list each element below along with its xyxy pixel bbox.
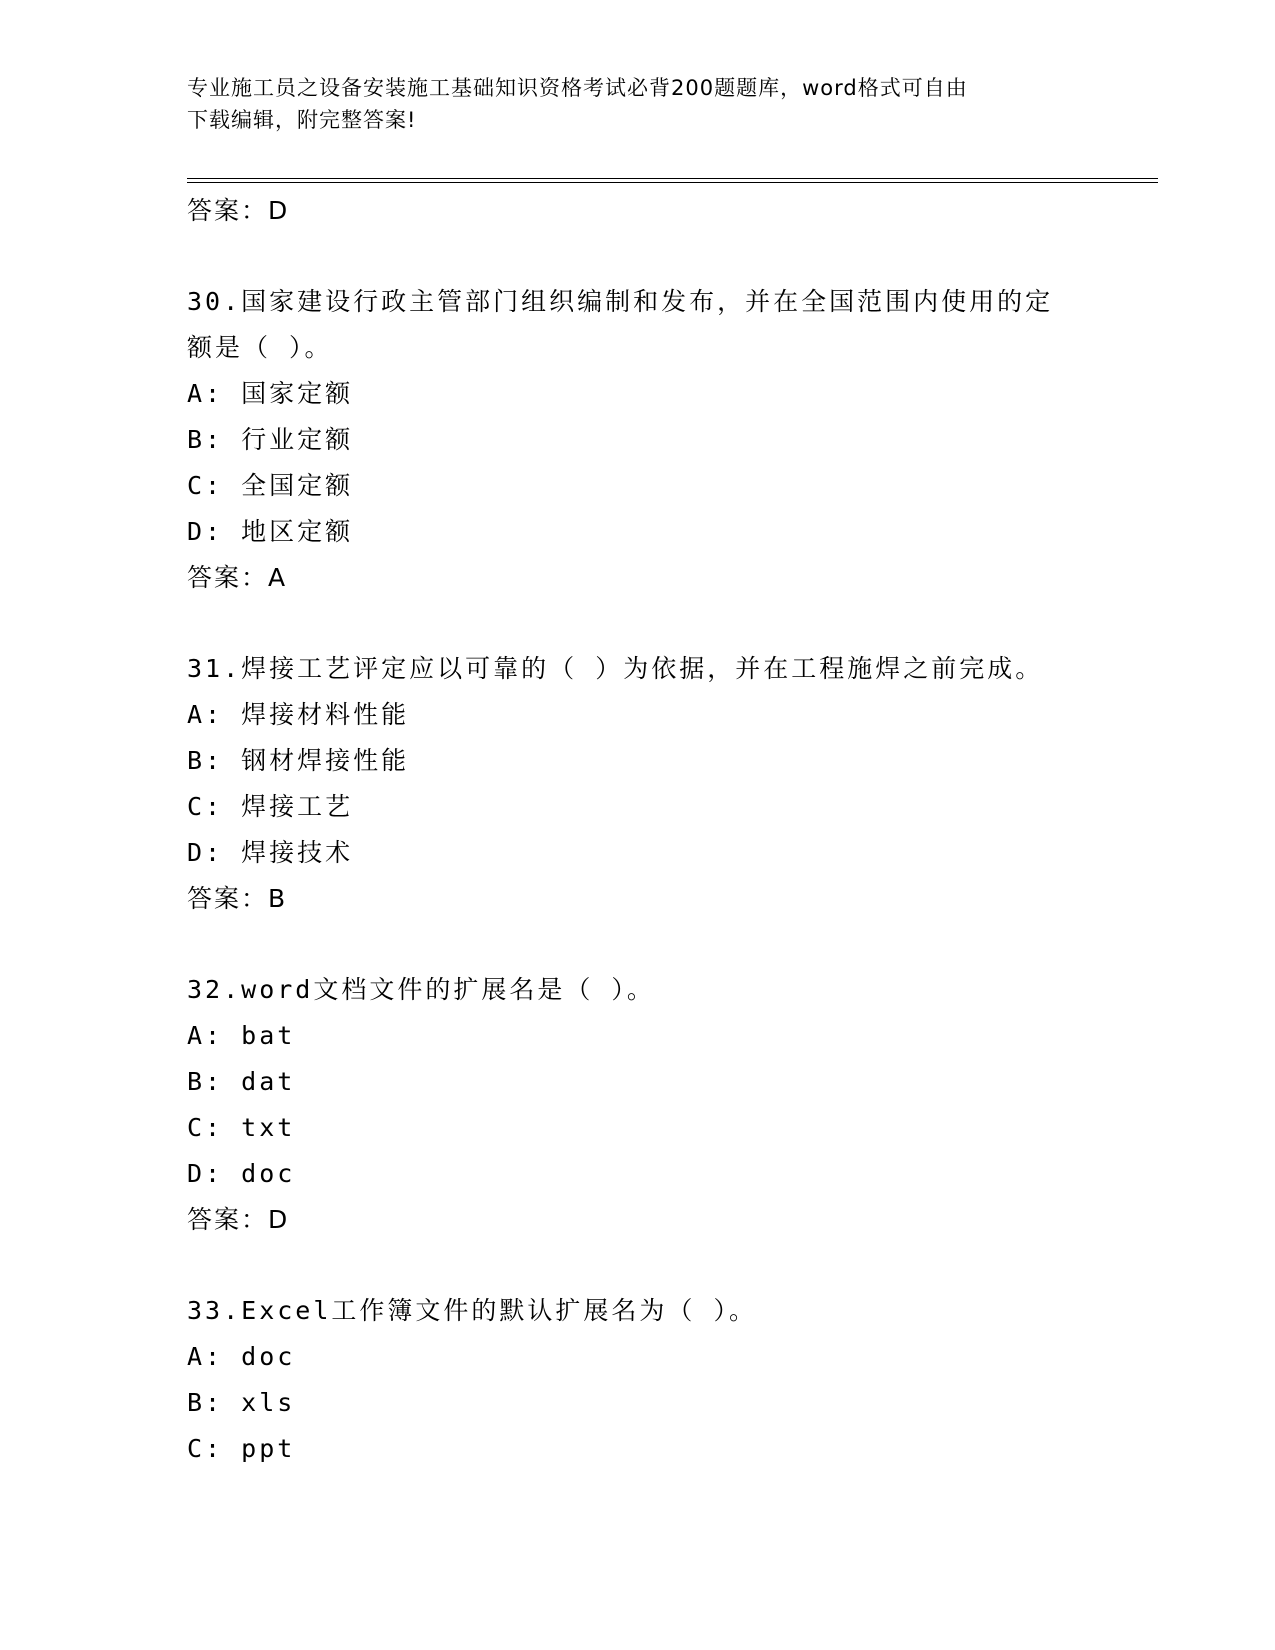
answer-line: 答案：B <box>187 884 288 913</box>
document-header <box>187 72 1067 136</box>
option-d: D: doc <box>187 1159 296 1188</box>
option-d: D: 地区定额 <box>187 517 354 546</box>
question-32 <box>187 967 1087 1243</box>
question-31 <box>187 646 1087 922</box>
answer-line: 答案：D <box>187 196 290 225</box>
option-b: B: xls <box>187 1388 296 1417</box>
spacer <box>187 601 1087 646</box>
option-b: B: dat <box>187 1067 296 1096</box>
option-c: C: txt <box>187 1113 296 1142</box>
option-a: A: 国家定额 <box>187 379 354 408</box>
answer-line: 答案：A <box>187 563 288 592</box>
option-c: C: 全国定额 <box>187 471 354 500</box>
question-33 <box>187 1288 1087 1472</box>
option-c: C: 焊接工艺 <box>187 792 354 821</box>
answer-line: 答案：D <box>187 1205 290 1234</box>
option-c: C: ppt <box>187 1434 296 1463</box>
question-stem: 30.国家建设行政主管部门组织编制和发布，并在全国范围内使用的定 <box>187 287 1054 316</box>
option-d: D: 焊接技术 <box>187 838 354 867</box>
option-a: A: bat <box>187 1021 296 1050</box>
spacer <box>187 234 1087 279</box>
question-stem: 32.word文档文件的扩展名是（ ）。 <box>187 975 655 1004</box>
option-b: B: 行业定额 <box>187 425 354 454</box>
spacer <box>187 1243 1087 1288</box>
spacer <box>187 922 1087 967</box>
option-a: A: 焊接材料性能 <box>187 700 410 729</box>
option-b: B: 钢材焊接性能 <box>187 746 410 775</box>
header-line-1: 专业施工员之设备安装施工基础知识资格考试必背200题题库，word格式可自由 <box>187 76 968 100</box>
question-stem-continued: 额是（ ）。 <box>187 333 333 362</box>
header-line-2: 下载编辑，附完整答案! <box>187 108 417 132</box>
question-stem: 33.Excel工作簿文件的默认扩展名为（ ）。 <box>187 1296 757 1325</box>
question-30 <box>187 279 1087 601</box>
question-stem: 31.焊接工艺评定应以可靠的（ ）为依据，并在工程施焊之前完成。 <box>187 654 1044 683</box>
option-a: A: doc <box>187 1342 296 1371</box>
question-list <box>187 188 1087 1472</box>
header-double-rule <box>187 178 1158 183</box>
